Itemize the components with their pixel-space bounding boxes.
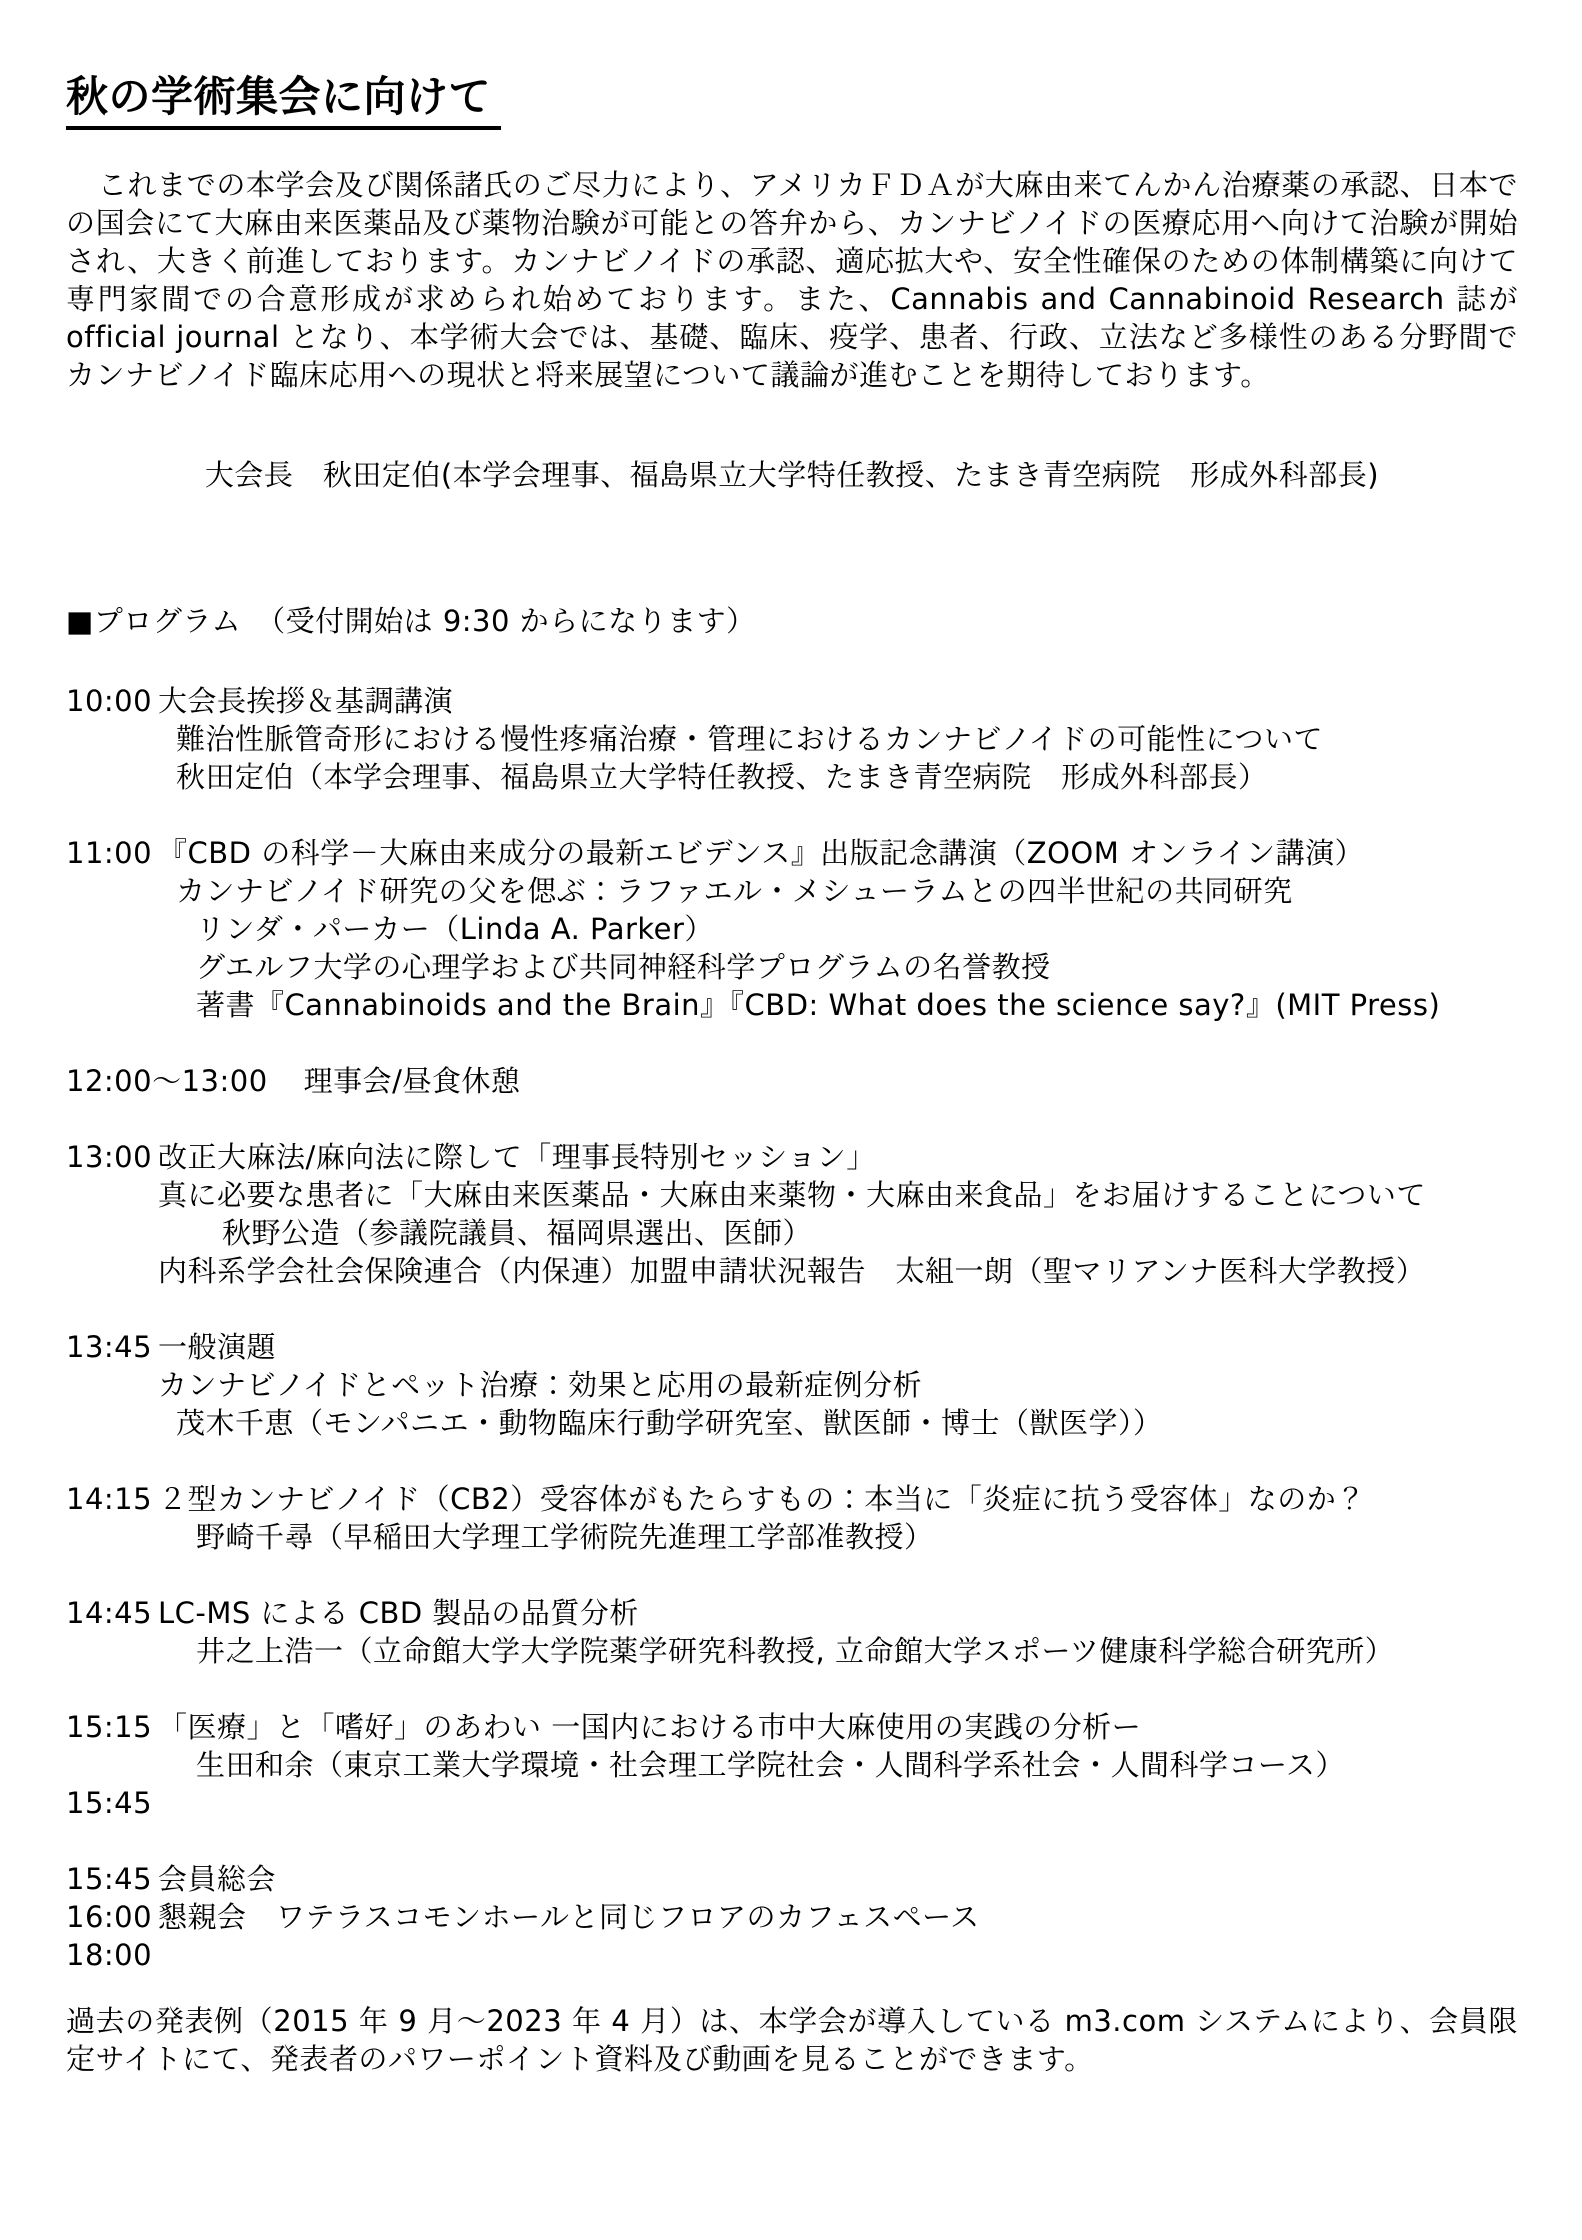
schedule-line: 改正大麻法/麻向法に際して「理事長特別セッション」 <box>158 1140 876 1174</box>
schedule-line: カンナビノイドとペット治療：効果と応用の最新症例分析 <box>158 1368 923 1402</box>
schedule-line: LC-MS による CBD 製品の品質分析 <box>158 1596 639 1630</box>
schedule-content <box>158 1594 1518 1670</box>
schedule-line: 理事会/昼食休憩 <box>303 1064 521 1098</box>
footer-note: 過去の発表例（2015 年 9 月～2023 年 4 月）は、本学会が導入している m3.com システムにより、会員限定サイトにて、発表者のパワーポイント資料及び動画を見ることができます。 <box>66 2004 1518 2076</box>
schedule-block-1415 <box>66 1480 1518 1556</box>
schedule-block-1200 <box>66 1062 1518 1100</box>
schedule-line: 生田和余（東京工業大学環境・社会理工学院社会・人間科学系社会・人間科学コース） <box>196 1748 1346 1782</box>
schedule-line: 秋田定伯（本学会理事、福島県立大学特任教授、たまき青空病院 形成外科部長） <box>176 760 1268 794</box>
schedule-time: 18:00 <box>66 1938 153 1972</box>
schedule-block-1100 <box>66 834 1518 1024</box>
schedule-line: 『CBD の科学－大麻由来成分の最新エビデンス』出版記念講演（ZOOM オンライン講演） <box>158 836 1365 870</box>
schedule-content <box>158 1328 1518 1442</box>
schedule-line: 著書『Cannabinoids and the Brain』『CBD: What does the science say?』(MIT Press) <box>196 988 1441 1022</box>
schedule-line: ２型カンナビノイド（CB2）受容体がもたらすもの：本当に「炎症に抗う受容体」なのか？ <box>158 1482 1366 1516</box>
schedule-time: 15:45 <box>66 1786 153 1820</box>
schedule <box>66 682 1518 1974</box>
schedule-time: 14:45 <box>66 1596 153 1630</box>
schedule-content <box>304 1062 1518 1100</box>
schedule-time: 10:00 <box>66 684 153 718</box>
schedule-content <box>158 1784 1518 1822</box>
schedule-line: 懇親会 ワテラスコモンホールと同じフロアのカフェスペース <box>158 1900 980 1934</box>
schedule-block-1345 <box>66 1328 1518 1442</box>
schedule-content <box>158 834 1518 1024</box>
schedule-line: カンナビノイド研究の父を偲ぶ：ラファエル・メシューラムとの四半世紀の共同研究 <box>176 874 1293 908</box>
schedule-block-1600 <box>66 1898 1518 1936</box>
schedule-time: 13:00 <box>66 1140 153 1174</box>
schedule-time: 15:15 <box>66 1710 153 1744</box>
schedule-line: 会員総会 <box>158 1862 277 1896</box>
schedule-block-1300 <box>66 1138 1518 1290</box>
schedule-line: グエルフ大学の心理学および共同神経科学プログラムの名誉教授 <box>196 950 1051 984</box>
schedule-line: 内科系学会社会保険連合（内保連）加盟申請状況報告 太組一朗（聖マリアンナ医科大学教授） <box>158 1254 1426 1288</box>
schedule-line: 野崎千尋（早稲田大学理工学術院先進理工学部准教授） <box>196 1520 934 1554</box>
schedule-line: 秋野公造（参議院議員、福岡県選出、医師） <box>222 1216 813 1250</box>
signature-line: 大会長 秋田定伯(本学会理事、福島県立大学特任教授、たまき青空病院 形成外科部長) <box>204 458 1380 492</box>
page-title: 秋の学術集会に向けて <box>66 72 501 130</box>
schedule-block-1800 <box>66 1936 1518 1974</box>
program-heading: ■プログラム （受付開始は 9:30 からになります） <box>66 604 756 638</box>
schedule-line: 井之上浩一（立命館大学大学院薬学研究科教授, 立命館大学スポーツ健康科学総合研究所） <box>196 1634 1395 1668</box>
schedule-content <box>158 1936 1518 1974</box>
schedule-time: 11:00 <box>66 836 153 870</box>
schedule-content <box>158 1708 1518 1784</box>
schedule-block-1445 <box>66 1594 1518 1670</box>
schedule-time: 15:45 <box>66 1862 153 1896</box>
schedule-time: 13:45 <box>66 1330 153 1364</box>
schedule-content <box>158 1138 1518 1290</box>
schedule-block-1000 <box>66 682 1518 796</box>
schedule-content <box>158 1860 1518 1898</box>
schedule-line: 「医療」と「嗜好」のあわい 一国内における市中大麻使用の実践の分析ー <box>158 1710 1142 1744</box>
schedule-content <box>158 1480 1518 1556</box>
schedule-block-1515 <box>66 1708 1518 1784</box>
schedule-time: 12:00～13:00 <box>66 1064 268 1098</box>
schedule-block-1545-sokai <box>66 1860 1518 1898</box>
schedule-block-1545-end <box>66 1784 1518 1822</box>
intro-paragraph: これまでの本学会及び関係諸氏のご尽力により、アメリカＦＤＡが大麻由来てんかん治療薬の承認、日本での国会にて大麻由来医薬品及び薬物治験が可能との答弁から、カンナビノイドの医療応用へ向けて治験が開始され、大きく前進しております。カンナビノイドの承認、適応拡大や、安全性確保のための体制構築に向けて専門家間での合意形成が求められ始めております。また、Cannabis and Cannabinoid Research 誌が official journal となり、本学術大会では、基礎、臨床、疫学、患者、行政、立法など多様性のある分野間でカンナビノイド臨床応用への現状と将来展望について議論が進むことを期待しております。 <box>66 168 1518 392</box>
schedule-time: 14:15 <box>66 1482 153 1516</box>
schedule-line: 真に必要な患者に「大麻由来医薬品・大麻由来薬物・大麻由来食品」をお届けすることについて <box>158 1178 1426 1212</box>
schedule-line: 大会長挨拶＆基調講演 <box>158 684 454 718</box>
schedule-line: 茂木千恵（モンパニエ・動物臨床行動学研究室、獣医師・博士（獣医学）） <box>176 1406 1163 1440</box>
schedule-line: リンダ・パーカー（Linda A. Parker） <box>196 912 714 946</box>
schedule-content <box>158 1898 1518 1936</box>
schedule-line: 一般演題 <box>158 1330 277 1364</box>
schedule-line: 難治性脈管奇形における慢性疼痛治療・管理におけるカンナビノイドの可能性について <box>176 722 1324 756</box>
schedule-time: 16:00 <box>66 1900 153 1934</box>
schedule-content <box>158 682 1518 796</box>
